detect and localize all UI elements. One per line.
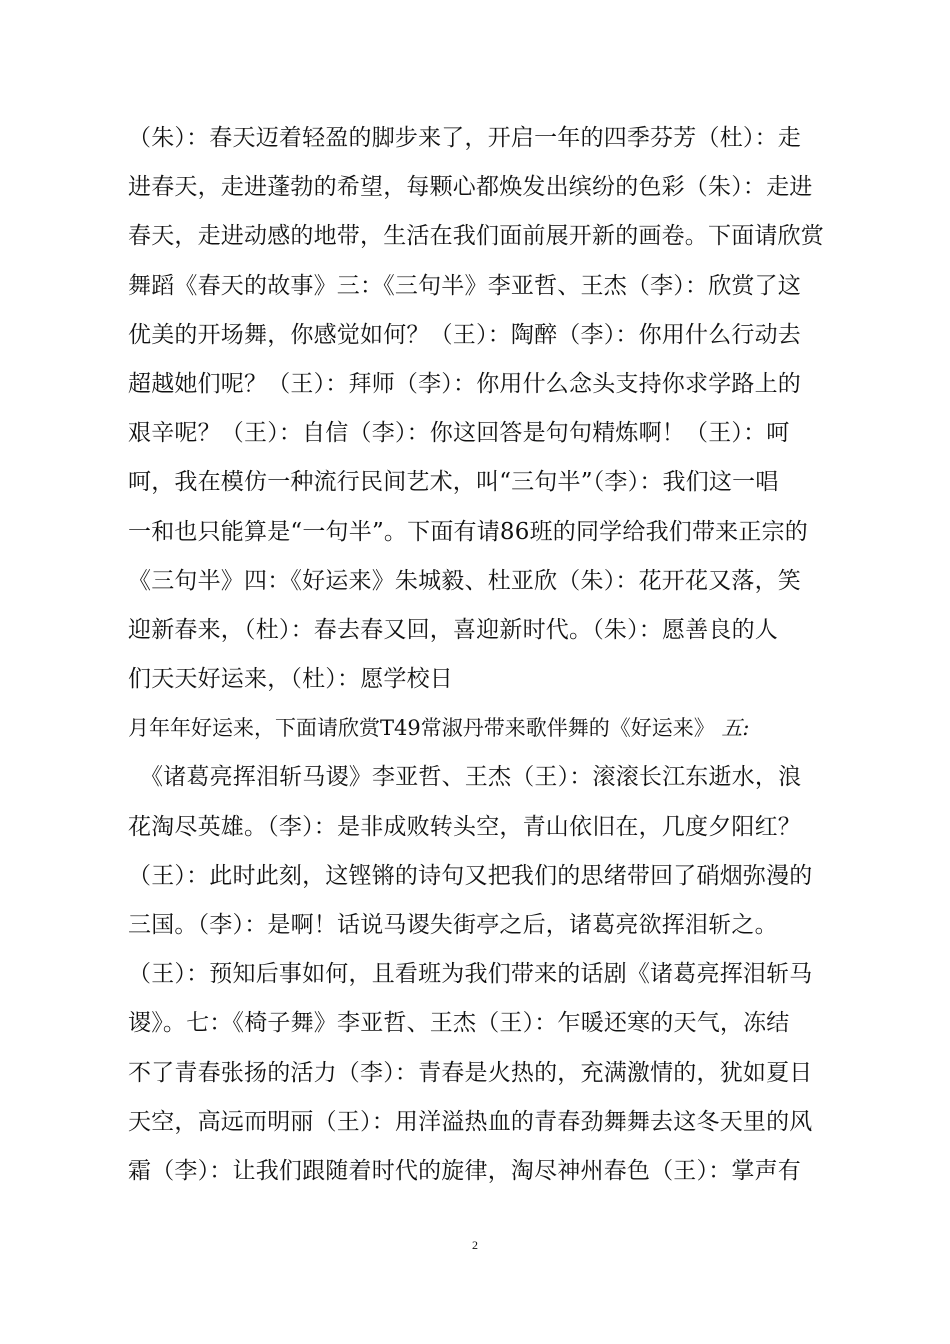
- text-line: 优美的开场舞，你感觉如何？（王）：陶醉（李）：你用什么行动去: [128, 321, 801, 348]
- text-line: 霜（李）：让我们跟随着时代的旋律，淘尽神州春色（王）：掌声有: [128, 1157, 801, 1184]
- short-line-text: 月年年好运来，下面请欣赏T49常淑丹带来歌伴舞的《好运来》: [128, 716, 715, 741]
- page-number: 2: [472, 1238, 478, 1252]
- text-line: 呵，我在模仿一种流行民间艺术，叫“三句半”（李）：我们这一唱: [128, 469, 779, 496]
- text-line: 进春天，走进蓬勃的希望，每颗心都焕发出缤纷的色彩（朱）：走进: [128, 174, 813, 201]
- text-line: 三国。（李）：是啊！话说马谡失街亭之后，诸葛亮欲挥泪斩之。: [128, 912, 778, 938]
- text-line: 花淘尽英雄。（李）：是非成败转头空，青山依旧在，几度夕阳红？: [128, 813, 801, 840]
- text-line: 超越她们呢？（王）：拜师（李）：你用什么念头支持你求学路上的: [128, 370, 801, 397]
- text-line: 迎新春来，（杜）：春去春又回，喜迎新时代。（朱）：愿善良的人: [128, 616, 778, 643]
- text-line-short: [128, 704, 828, 753]
- text-line: 一和也只能算是“一句半”。下面有请86班的同学给我们带来正宗的: [128, 518, 808, 545]
- short-line-italic-text: 五:: [721, 716, 750, 741]
- text-line: （王）：预知后事如何，且看班为我们带来的话剧《诸葛亮挥泪斩马: [128, 961, 813, 988]
- text-line: 春天，走进动感的地带，生活在我们面前展开新的画卷。下面请欣赏: [128, 223, 824, 250]
- text-line: 们天天好运来，（杜）：愿学校日: [128, 666, 453, 693]
- text-line: 艰辛呢？（王）：自信（李）：你这回答是句句精炼啊！（王）：呵: [128, 420, 790, 447]
- text-line: 天空，高远而明丽（王）：用洋溢热血的青春劲舞舞去这冬天里的风: [128, 1108, 813, 1135]
- text-line: （王）：此时此刻，这铿锵的诗句又把我们的思绪带回了硝烟弥漫的: [128, 862, 813, 889]
- text-line: 《三句半》四：《好运来》朱城毅、杜亚欣（朱）：花开花又落，笑: [128, 567, 801, 594]
- text-line: （朱）：春天迈着轻盈的脚步来了，开启一年的四季芬芳（杜）：走: [128, 125, 801, 151]
- text-line: 舞蹈《春天的故事》三：《三句半》李亚哲、王杰（李）：欣赏了这: [128, 272, 801, 299]
- text-line: 不了青春张扬的活力（李）：青春是火热的，充满激情的，犹如夏日: [128, 1059, 813, 1086]
- body-text: [128, 114, 828, 1196]
- text-line: 谡》。七：《椅子舞》李亚哲、王杰（王）：乍暖还寒的天气，冻结: [128, 1010, 790, 1037]
- text-line: 《诸葛亮挥泪斩马谡》李亚哲、王杰（王）：滚滚长江东逝水，浪: [140, 764, 802, 791]
